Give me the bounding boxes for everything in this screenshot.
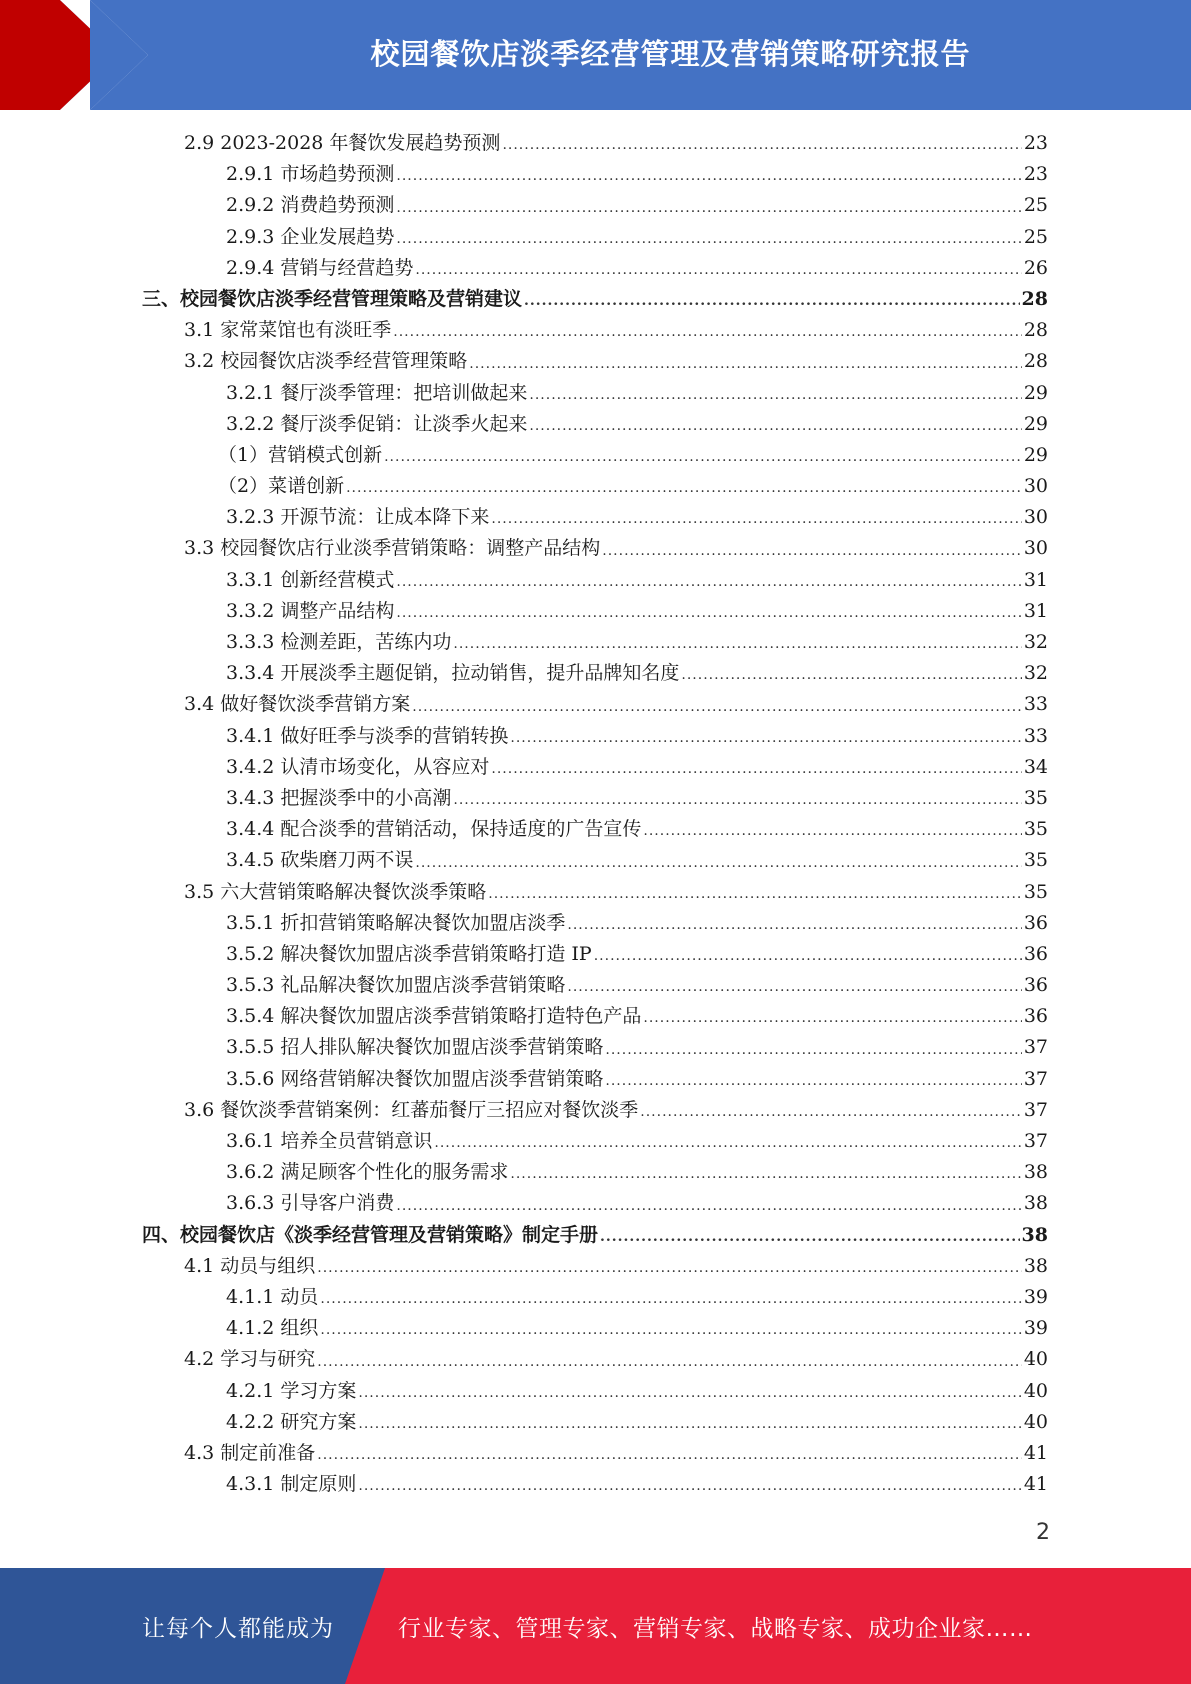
toc-entry-page: 31 [1023,568,1048,591]
toc-entry-page: 29 [1023,412,1048,435]
toc-entry[interactable] [142,346,1048,377]
toc-entry-title: 3.3.4 开展淡季主题促销，拉动销售，提升品牌知名度 [226,662,680,685]
toc-entry-title: 2.9.3 企业发展趋势 [226,225,395,248]
toc-entry-page: 37 [1023,1036,1048,1059]
toc-entry-page: 38 [1023,1254,1048,1277]
toc-entry-title: 3.4.4 配合淡季的营销活动，保持适度的广告宣传 [226,818,642,841]
toc-entry-page: 28 [1021,287,1048,310]
toc-dot-leader [453,633,1021,658]
toc-entry-title: 4.1 动员与组织 [184,1254,316,1277]
toc-dot-leader [491,758,1021,783]
table-of-contents [142,128,1048,1500]
toc-entry[interactable] [142,315,1048,346]
toc-entry-title: 3.6.3 引导客户消费 [226,1192,395,1215]
toc-entry-title: 3.5.2 解决餐饮加盟店淡季营销策略打造 IP [226,942,592,965]
toc-entry[interactable] [142,689,1048,720]
page-footer [0,1568,1191,1684]
toc-entry[interactable] [142,284,1048,315]
toc-dot-leader [415,852,1021,877]
toc-entry-title: 3.5.3 礼品解决餐饮加盟店淡季营销策略 [226,974,566,997]
toc-entry-title: 4.1.2 组织 [226,1317,319,1340]
toc-entry-page: 39 [1023,1285,1048,1308]
toc-entry-page: 29 [1023,381,1048,404]
toc-entry-title: 4.1.1 动员 [226,1285,319,1308]
toc-entry-page: 31 [1023,599,1048,622]
toc-entry[interactable] [142,1095,1048,1126]
toc-entry-title: 2.9.4 营销与经营趋势 [226,256,414,279]
toc-dot-leader [346,477,1022,502]
toc-entry[interactable] [142,1188,1048,1219]
toc-dot-leader [510,727,1021,752]
toc-entry-page: 37 [1023,1130,1048,1152]
toc-dot-leader [488,883,1022,908]
toc-entry-page: 37 [1023,1067,1048,1090]
toc-entry[interactable] [142,877,1048,908]
toc-entry[interactable] [142,814,1048,845]
toc-entry-title: 3.4.3 把握淡季中的小高潮 [226,786,452,809]
toc-entry-title: 3.6 餐饮淡季营销案例：红蕃茄餐厅三招应对餐饮淡季 [184,1098,639,1121]
toc-dot-leader [396,165,1021,190]
toc-entry[interactable] [142,128,1048,159]
page-header [0,0,1191,110]
red-chevron-decoration [0,0,160,110]
toc-entry[interactable] [142,1407,1048,1438]
toc-entry-page: 23 [1023,163,1048,186]
toc-entry[interactable] [142,1157,1048,1188]
toc-entry-page: 38 [1023,1161,1048,1184]
toc-dot-leader [502,134,1021,159]
toc-entry-page: 36 [1023,911,1048,934]
toc-entry-page: 25 [1023,225,1048,248]
toc-dot-leader [396,1195,1021,1220]
toc-entry[interactable] [142,1438,1048,1469]
toc-dot-leader [567,914,1021,939]
toc-entry-page: 35 [1023,786,1048,809]
toc-entry-page: 23 [1023,132,1048,154]
toc-dot-leader [567,976,1021,1001]
toc-dot-leader [529,384,1021,409]
toc-entry-title: 3.3.3 检测差距，苦练内功 [226,631,452,653]
toc-dot-leader [453,789,1021,814]
toc-entry[interactable] [142,533,1048,564]
toc-dot-leader [396,602,1021,627]
toc-entry-page: 32 [1023,631,1048,653]
toc-entry-page: 41 [1023,1473,1048,1496]
toc-dot-leader [412,696,1022,721]
toc-entry-title: 3.3.2 调整产品结构 [226,599,395,622]
toc-entry-page: 40 [1023,1379,1048,1402]
toc-entry-page: 35 [1023,849,1048,872]
toc-entry-title: 3.4.2 认清市场变化，从容应对 [226,755,490,778]
toc-entry-page: 36 [1023,942,1048,965]
toc-entry[interactable] [142,845,1048,876]
toc-entry[interactable] [142,970,1048,1001]
toc-entry-page: 41 [1023,1441,1048,1464]
toc-dot-leader [602,540,1022,565]
footer-slogan-left: 让每个人都能成为 [142,1615,334,1642]
toc-dot-leader [594,945,1022,970]
toc-dot-leader [434,1132,1021,1157]
toc-entry[interactable] [142,409,1048,440]
toc-dot-leader [396,571,1021,596]
toc-entry-title: 3.5.5 招人排队解决餐饮加盟店淡季营销策略 [226,1036,604,1059]
toc-dot-leader [640,1101,1022,1126]
footer-slogan-right: 行业专家、管理专家、营销专家、战略专家、成功企业家…… [398,1615,1033,1642]
toc-entry-title: 3.1 家常菜馆也有淡旺季 [184,319,392,342]
toc-dot-leader [605,1039,1021,1064]
toc-entry-page: 36 [1023,974,1048,997]
toc-dot-leader [317,1444,1022,1469]
page-number: 2 [1036,1520,1050,1545]
toc-entry[interactable] [142,1251,1048,1282]
toc-entry-title: 3.2.1 餐厅淡季管理：把培训做起来 [226,381,528,404]
toc-entry-title: 3.6.2 满足顾客个性化的服务需求 [226,1161,509,1184]
toc-entry[interactable] [142,783,1048,814]
toc-entry[interactable] [142,627,1048,658]
toc-entry-title: 3.5.4 解决餐饮加盟店淡季营销策略打造特色产品 [226,1005,642,1028]
toc-entry[interactable] [142,1126,1048,1157]
toc-entry[interactable] [142,1469,1048,1500]
toc-entry[interactable] [142,658,1048,689]
toc-entry-page: 30 [1023,537,1048,560]
toc-entry-page: 38 [1021,1223,1048,1246]
toc-entry-title: 4.3.1 制定原则 [226,1473,357,1496]
toc-entry-page: 28 [1023,350,1048,373]
toc-entry-page: 40 [1023,1348,1048,1371]
toc-entry-page: 26 [1023,256,1048,279]
toc-entry-title: 3.2.3 开源节流：让成本降下来 [226,506,490,529]
report-title: 校园餐饮店淡季经营管理及营销策略研究报告 [370,36,971,71]
toc-dot-leader [320,1288,1021,1313]
toc-entry-title: 2.9 2023-2028 年餐饮发展趋势预测 [184,132,501,154]
toc-entry-page: 35 [1023,818,1048,841]
toc-entry-page: 38 [1023,1192,1048,1215]
toc-entry-title: 3.3 校园餐饮店行业淡季营销策略：调整产品结构 [184,537,601,560]
toc-entry-title: 3.5 六大营销策略解决餐饮淡季策略 [184,880,487,903]
toc-entry[interactable] [142,721,1048,752]
toc-dot-leader [681,664,1021,689]
toc-entry-page: 36 [1023,1005,1048,1028]
toc-entry[interactable] [142,565,1048,596]
toc-entry[interactable] [142,596,1048,627]
toc-entry[interactable] [142,1344,1048,1375]
toc-entry[interactable] [142,378,1048,409]
toc-dot-leader [600,1226,1020,1251]
toc-entry-page: 40 [1023,1410,1048,1433]
toc-entry-title: 三、校园餐饮店淡季经营管理策略及营销建议 [142,287,523,310]
toc-dot-leader [358,1413,1021,1438]
toc-entry[interactable] [142,1001,1048,1032]
toc-entry[interactable] [142,1282,1048,1313]
toc-entry-title: 3.4 做好餐饮淡季营销方案 [184,693,411,716]
toc-entry-page: 34 [1023,755,1048,778]
toc-entry-title: 3.3.1 创新经营模式 [226,568,395,591]
toc-entry[interactable] [142,908,1048,939]
toc-entry-title: 四、校园餐饮店《淡季经营管理及营销策略》制定手册 [142,1223,599,1246]
toc-dot-leader [396,197,1021,222]
toc-dot-leader [643,820,1021,845]
toc-entry-title: 4.2.1 学习方案 [226,1379,357,1402]
toc-entry[interactable] [142,1376,1048,1407]
toc-entry[interactable] [142,752,1048,783]
toc-entry[interactable] [142,440,1048,471]
toc-entry-title: 3.2 校园餐饮店淡季经营管理策略 [184,350,468,373]
toc-dot-leader [393,321,1022,346]
toc-entry[interactable] [142,471,1048,502]
toc-dot-leader [317,1257,1022,1282]
toc-entry[interactable] [142,222,1048,253]
toc-entry-title: 3.5.6 网络营销解决餐饮加盟店淡季营销策略 [226,1067,604,1090]
toc-entry-page: 35 [1023,880,1048,903]
toc-entry-title: 3.4.5 砍柴磨刀两不误 [226,849,414,872]
toc-entry-page: 30 [1023,506,1048,529]
toc-entry-page: 32 [1023,662,1048,685]
toc-dot-leader [358,1382,1021,1407]
toc-entry[interactable] [142,253,1048,284]
toc-entry-page: 28 [1023,319,1048,342]
toc-entry-title: 2.9.2 消费趋势预测 [226,194,395,217]
toc-entry-title: （1）营销模式创新 [218,443,383,466]
toc-entry[interactable] [142,1313,1048,1344]
toc-dot-leader [358,1475,1021,1500]
toc-dot-leader [510,1163,1021,1188]
toc-dot-leader [384,446,1022,471]
toc-entry-page: 29 [1023,443,1048,466]
toc-entry[interactable] [142,502,1048,533]
toc-entry[interactable] [142,1064,1048,1095]
toc-dot-leader [529,415,1021,440]
toc-entry-page: 25 [1023,194,1048,217]
toc-entry-title: 4.2.2 研究方案 [226,1410,357,1433]
toc-dot-leader [415,259,1021,284]
toc-entry[interactable] [142,1220,1048,1251]
toc-entry-title: 3.4.1 做好旺季与淡季的营销转换 [226,724,509,747]
toc-entry-page: 37 [1023,1098,1048,1121]
toc-entry-page: 33 [1023,693,1048,716]
toc-entry-title: 3.5.1 折扣营销策略解决餐饮加盟店淡季 [226,911,566,934]
toc-entry-title: 4.3 制定前准备 [184,1441,316,1464]
toc-entry-title: 4.2 学习与研究 [184,1348,316,1371]
toc-entry[interactable] [142,190,1048,221]
toc-entry-page: 33 [1023,724,1048,747]
toc-dot-leader [605,1070,1021,1095]
toc-entry-title: 3.2.2 餐厅淡季促销：让淡季火起来 [226,412,528,435]
toc-entry[interactable] [142,939,1048,970]
toc-dot-leader [320,1319,1021,1344]
toc-dot-leader [396,228,1021,253]
toc-entry[interactable] [142,159,1048,190]
toc-dot-leader [491,508,1021,533]
toc-dot-leader [524,290,1020,315]
toc-entry[interactable] [142,1032,1048,1063]
toc-dot-leader [643,1007,1021,1032]
toc-entry-page: 30 [1023,475,1048,498]
toc-entry-title: 2.9.1 市场趋势预测 [226,163,395,186]
toc-entry-title: （2）菜谱创新 [218,475,345,498]
toc-entry-page: 39 [1023,1317,1048,1340]
toc-dot-leader [317,1351,1022,1376]
toc-dot-leader [469,353,1022,378]
toc-entry-title: 3.6.1 培养全员营销意识 [226,1130,433,1152]
